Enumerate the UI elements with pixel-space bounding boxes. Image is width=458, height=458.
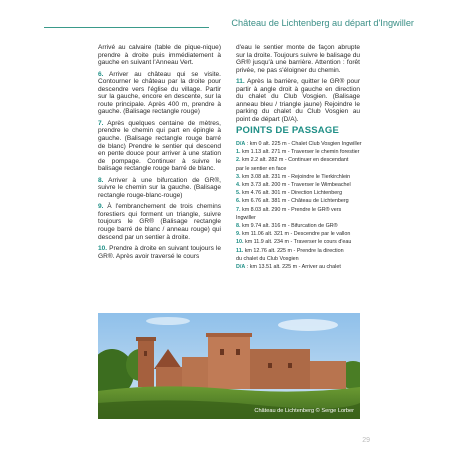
step-number: 7. — [98, 119, 104, 127]
points-title: POINTS DE PASSAGE — [236, 125, 339, 137]
list-item: 1. km 1.13 alt. 271 m - Traverser le chemin forestier — [236, 149, 360, 156]
page-header-title: Château de Lichtenberg au départ d'Ingwiller — [231, 18, 414, 28]
list-item: 2. km 2.2 alt. 282 m - Continuer en descendant — [236, 157, 349, 164]
castle-photo — [98, 313, 360, 419]
list-item: D/A : km 13.51 alt. 225 m - Arriver au chalet — [236, 264, 341, 271]
paragraph: 8. Arriver à une bifurcation de GR®, suivre le chemin sur la gauche. (Balisage rectangle rouge-blanc-rouge) — [98, 176, 221, 199]
list-item: 9. km 11.06 alt. 321 m - Descendre par le vallon — [236, 231, 351, 238]
list-item: Ingwiller — [236, 214, 256, 221]
points-list — [236, 140, 360, 271]
paragraph: 11. Après la barrière, quitter le GR® pour partir à angle droit à gauche en direction du chalet du Club Vosgien. (Balisage anneau bleu / triangle jaune) Rejoindre le parking du chalet du Club Vosgien au point de départ (D/A). — [236, 78, 360, 123]
list-item: 6. km 6.76 alt. 381 m - Château de Lichtenberg — [236, 198, 349, 205]
photo-caption: Château de Lichtenberg © Serge Lorber — [254, 408, 354, 414]
paragraph: d'eau le sentier monte de façon abrupte sur la droite. Toujours suivre le balisage du GR® jusqu'à une barrière. Attention : forêt privée, ne pas s'éloigner du chemin. — [236, 44, 360, 74]
castle-illustration — [98, 313, 360, 419]
left-text-column — [98, 44, 221, 264]
paragraph: Arrivé au calvaire (table de pique-nique) prendre à droite puis immédiatement à gauche en suivant l'Anneau Vert. — [98, 44, 221, 67]
step-number: 8. — [98, 176, 104, 184]
list-item: 11. km 12.76 alt. 225 m - Prendre la direction — [236, 247, 344, 254]
step-number: 10. — [98, 245, 108, 253]
right-text-column — [236, 44, 360, 271]
step-number: 6. — [98, 70, 104, 78]
header-rule — [44, 27, 209, 28]
list-item: 4. km 3.73 alt. 200 m - Traverser le Wimbeachel — [236, 182, 351, 189]
list-item: 5. km 4.76 alt. 301 m - Direction Lichtenberg — [236, 190, 343, 197]
list-item: 3. km 3.08 alt. 231 m - Rejoindre le Tierkirchlein — [236, 173, 351, 180]
list-item: du chalet du Club Vosgien — [236, 255, 299, 262]
paragraph: 7. Après quelques centaine de mètres, prendre le chemin qui part en épingle à gauche. (Balisage rectangle rouge barré de blanc) Prendre le sentier qui descend en pente douce pour arriver à une station de pompage. Continuer à suivre le balisage rectangle rouge barré de blanc. — [98, 119, 221, 173]
step-number: 9. — [98, 203, 104, 211]
list-item: 10. km 11.9 alt. 234 m - Traverser le cours d'eau — [236, 239, 352, 246]
list-item: par le sentier en face — [236, 165, 287, 172]
paragraph: 9. À l'embranchement de trois chemins forestiers qui forment un triangle, suivre toujours le GR® (Balisage rectangle rouge barré de blanc / anneau rouge) qui descend par un sentier à droite. — [98, 203, 221, 241]
step-number: 11. — [236, 78, 245, 86]
list-item: 8. km 9.74 alt. 316 m - Bifurcation de GR® — [236, 223, 338, 230]
page-number: 29 — [362, 437, 370, 444]
list-item: 7. km 8.03 alt. 290 m - Prendre le GR® vers — [236, 206, 342, 213]
list-item: D/A : km 0 alt. 225 m - Chalet Club Vosgien Ingwiller — [236, 141, 362, 148]
paragraph: 10. Prendre à droite en suivant toujours le GR®. Après avoir traversé le cours — [98, 245, 221, 260]
paragraph: 6. Arriver au château qui se visite. Contourner le château par la droite pour descendre vers l'église du village. Partir sur la gauche, encore en descente, sur la route principale. Après 400 m, prendre à gauche. (Balisage rectangle rouge) — [98, 70, 221, 116]
